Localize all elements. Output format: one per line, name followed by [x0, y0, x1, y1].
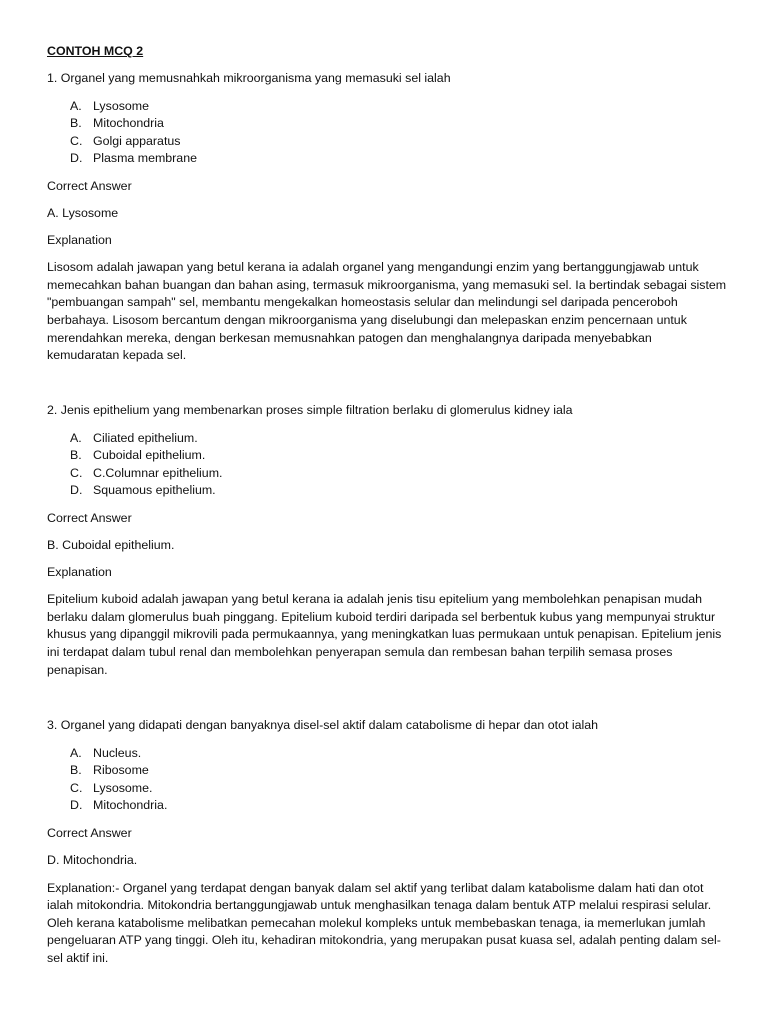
option-letter: C.: [70, 780, 83, 795]
question-3: [47, 717, 727, 968]
option-text: Nucleus.: [93, 745, 142, 760]
option-letter: B.: [70, 763, 82, 778]
option-a: [70, 430, 727, 448]
option-b: [70, 762, 727, 780]
option-c: [70, 780, 727, 798]
question-stem: 1. Organel yang memusnahkah mikroorganisma yang memasuki sel ialah: [47, 71, 451, 85]
option-letter: A.: [70, 430, 82, 445]
correct-answer-label: Correct Answer: [47, 178, 132, 193]
option-text: Mitochondria: [93, 116, 164, 131]
option-letter: B.: [70, 116, 82, 131]
option-letter: C.: [70, 465, 83, 480]
question-stem: 3. Organel yang didapati dengan banyaknya disel-sel aktif dalam catabolisme di hepar dan otot ialah: [47, 718, 599, 732]
option-letter: A.: [70, 745, 82, 760]
option-d: [70, 797, 727, 815]
option-letter: D.: [70, 483, 83, 498]
correct-answer: A. Lysosome: [47, 206, 119, 221]
question-stem: 2. Jenis epithelium yang membenarkan proses simple filtration berlaku di glomerulus kidney iala: [47, 403, 573, 417]
option-d: [70, 150, 727, 168]
option-list: [70, 430, 727, 500]
option-text: C.Columnar epithelium.: [93, 465, 223, 480]
option-text: Mitochondria.: [93, 798, 168, 813]
explanation-text: Lisosom adalah jawapan yang betul kerana ia adalah organel yang mengandungi enzim yang bertanggungjawab untuk memecahkan bahan buangan dan bahan asing, termasuk mikroorganisma, yang memasuki sel. Ia bertindak sebagai sistem "pembuangan sampah" sel, membantu mengekalkan homeostasis selular dan melindungi sel daripada penceroboh berbahaya. Lisosom bercantum dengan mikroorganisma yang diselubungi dan melepaskan enzim pencernaan untuk merendahkan mereka, dengan berkesan memusnahkan patogen dan menghalangnya daripada menyebabkan kemudaratan kepada sel.: [47, 260, 727, 363]
question-1: [47, 70, 727, 365]
option-text: Cuboidal epithelium.: [93, 448, 206, 463]
option-list: [70, 745, 727, 815]
option-d: [70, 482, 727, 500]
explanation-label: Explanation: [47, 233, 112, 248]
option-text: Squamous epithelium.: [93, 483, 216, 498]
document-title: CONTOH MCQ 2: [47, 44, 144, 58]
option-letter: C.: [70, 133, 83, 148]
correct-answer-label: Correct Answer: [47, 510, 132, 525]
option-c: [70, 133, 727, 151]
explanation-label: Explanation: [47, 565, 112, 580]
option-text: Lysosome: [93, 98, 150, 113]
option-text: Lysosome.: [93, 780, 153, 795]
correct-answer-label: Correct Answer: [47, 825, 132, 840]
option-letter: D.: [70, 151, 83, 166]
option-a: [70, 745, 727, 763]
explanation-text: Explanation:- Organel yang terdapat dengan banyak dalam sel aktif yang terlibat dalam katabolisme dalam hati dan otot ialah mitokondria. Mitokondria bertanggungjawab untuk menghasilkan tenaga dalam bentuk ATP melalui respirasi selular. Oleh kerana katabolisme melibatkan pemecahan molekul kompleks untuk membebaskan tenaga, ia memerlukan jumlah pengeluaran ATP yang tinggi. Oleh itu, kehadiran mitokondria, yang merupakan pusat kuasa sel, adalah penting dalam sel-sel aktif ini.: [47, 880, 721, 966]
option-text: Plasma membrane: [93, 151, 197, 166]
option-text: Ribosome: [93, 763, 149, 778]
option-b: [70, 115, 727, 133]
option-text: Ciliated epithelium.: [93, 430, 198, 445]
option-list: [70, 98, 727, 168]
option-letter: A.: [70, 98, 82, 113]
question-2: [47, 402, 727, 679]
option-text: Golgi apparatus: [93, 133, 181, 148]
option-letter: D.: [70, 798, 83, 813]
option-a: [70, 98, 727, 116]
option-letter: B.: [70, 448, 82, 463]
correct-answer: B. Cuboidal epithelium.: [47, 538, 175, 553]
option-b: [70, 447, 727, 465]
option-c: [70, 465, 727, 483]
correct-answer: D. Mitochondria.: [47, 853, 138, 868]
explanation-text: Epitelium kuboid adalah jawapan yang betul kerana ia adalah jenis tisu epitelium yang membolehkan penapisan mudah berlaku dalam glomerulus buah pinggang. Epitelium kuboid terdiri daripada sel berbentuk kubus yang mempunyai struktur khusus yang dipanggil mikrovili pada permukaannya, yang meningkatkan luas permukaan untuk penapisan. Epitelium jenis ini terdapat dalam tubul renal dan membolehkan penyerapan semula dan rembesan bahan terpilih semasa proses penapisan.: [47, 592, 722, 677]
